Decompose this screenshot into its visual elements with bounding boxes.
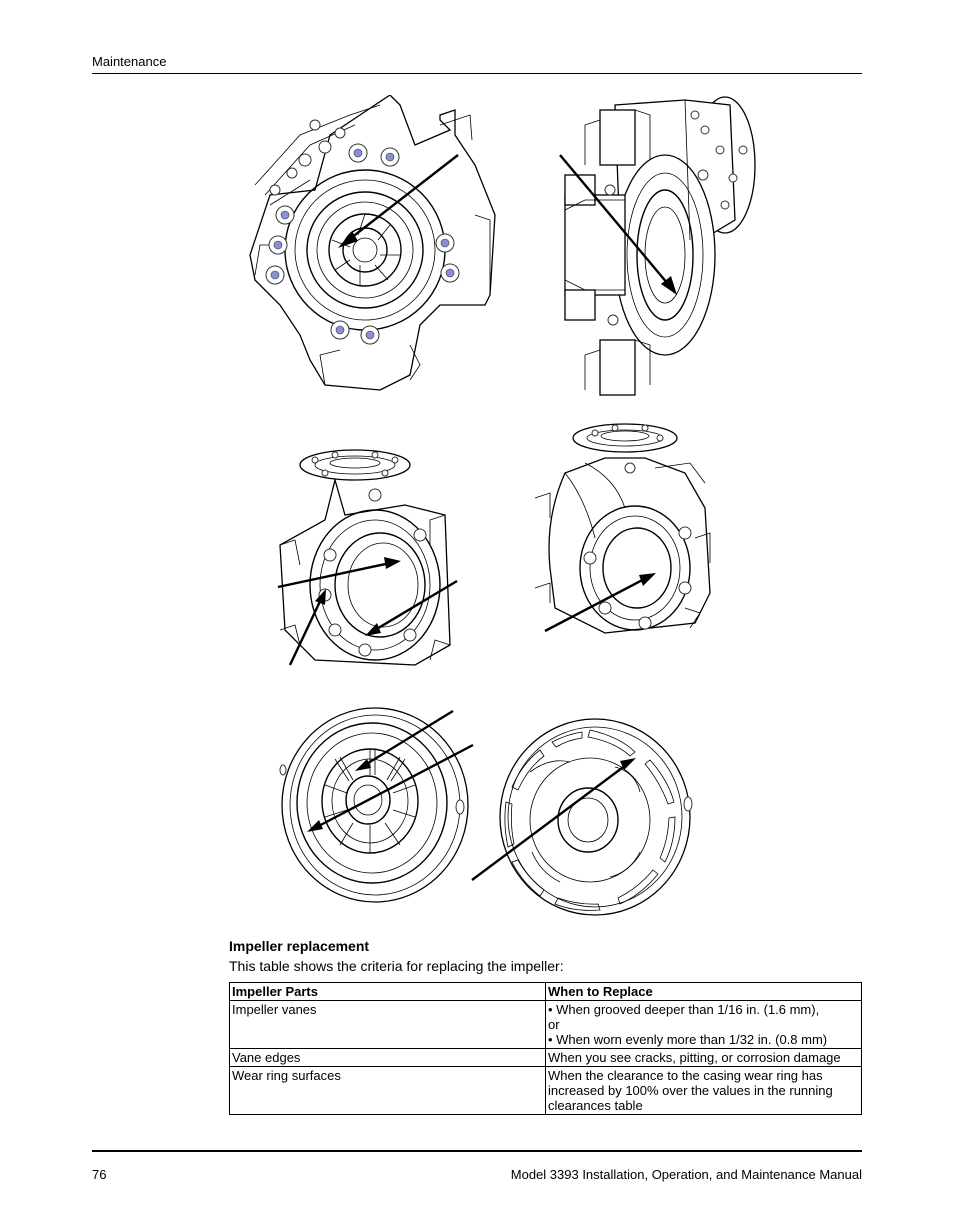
header-impeller-parts: Impeller Parts xyxy=(230,983,546,1001)
header-rule xyxy=(92,73,862,74)
cell-part: Vane edges xyxy=(230,1049,546,1067)
intro-text: This table shows the criteria for replacing the impeller: xyxy=(229,958,564,974)
criteria-line: increased by 100% over the values in the running xyxy=(548,1083,833,1098)
impeller-vane-view xyxy=(470,712,700,922)
criteria-line: When the clearance to the casing wear ring has xyxy=(548,1068,823,1083)
criteria-line: or xyxy=(548,1017,560,1032)
cell-when xyxy=(546,1049,862,1067)
casing-wear-ring-front-view xyxy=(275,445,465,670)
cell-part: Wear ring surfaces xyxy=(230,1067,546,1115)
casing-wear-ring-rear-view xyxy=(525,418,725,638)
criteria-line: • When grooved deeper than 1/16 in. (1.6 mm), xyxy=(548,1002,820,1017)
section-title: Impeller replacement xyxy=(229,938,370,954)
table-header-row xyxy=(230,983,862,1001)
impeller-front-view xyxy=(275,695,480,905)
header-when-to-replace: When to Replace xyxy=(546,983,862,1001)
criteria-line: clearances table xyxy=(548,1098,643,1113)
criteria-line: • When worn evenly more than 1/32 in. (0.8 mm) xyxy=(548,1032,828,1047)
criteria-line: When you see cracks, pitting, or corrosion damage xyxy=(548,1050,841,1065)
cell-when xyxy=(546,1067,862,1115)
table-row xyxy=(230,1049,862,1067)
casing-side-view-with-arrow xyxy=(555,90,765,405)
cell-part: Impeller vanes xyxy=(230,1001,546,1049)
cell-when xyxy=(546,1001,862,1049)
running-header: Maintenance xyxy=(92,54,167,69)
casing-back-view-with-arrow xyxy=(240,95,500,395)
page-number: 76 xyxy=(92,1167,107,1182)
table-row xyxy=(230,1067,862,1115)
impeller-criteria-table xyxy=(229,982,862,1115)
table-row xyxy=(230,1001,862,1049)
manual-title: Model 3393 Installation, Operation, and Maintenance Manual xyxy=(510,1167,862,1182)
footer-rule xyxy=(92,1150,862,1152)
